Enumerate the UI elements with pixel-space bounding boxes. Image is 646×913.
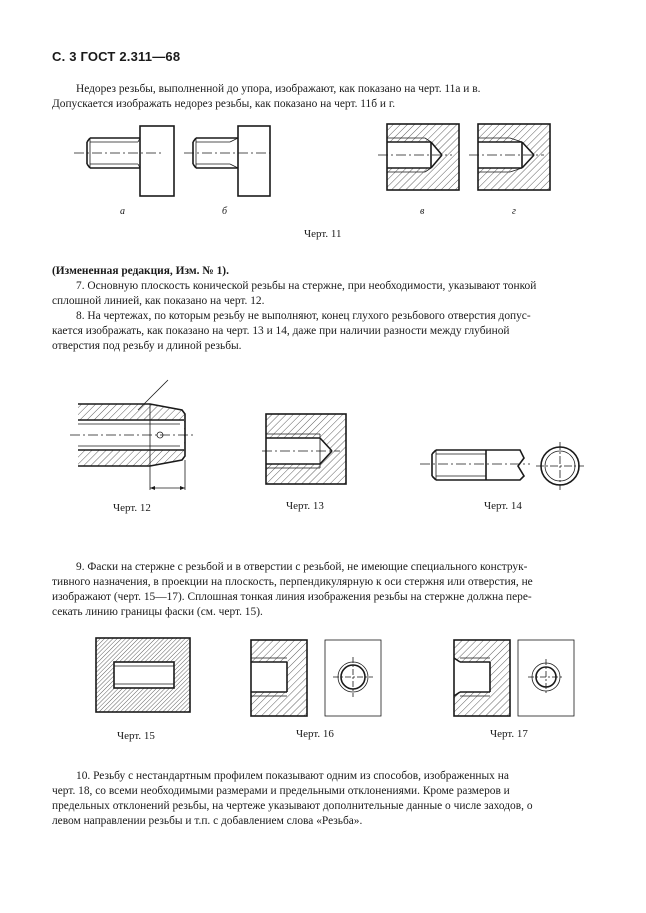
fig13-caption: Черт. 13	[286, 500, 324, 512]
figure-12	[70, 380, 200, 495]
paragraph-line: Недорез резьбы, выполненной до упора, изображают, как показано на черт. 11а и в.	[76, 83, 481, 95]
page-header: С. 3 ГОСТ 2.311—68	[52, 49, 181, 64]
figure-13	[262, 410, 352, 490]
fig11-v-hole	[378, 124, 459, 190]
paragraph-line: левом направлении резьбы и т.п. с добавлением слова «Резьба».	[52, 815, 363, 827]
edit-note	[52, 264, 592, 279]
fig11-a-stud	[74, 126, 174, 196]
figure-15	[94, 636, 194, 716]
figure-17	[450, 638, 590, 718]
paragraph-line: тивного назначения, в проекции на плоскость, перпендикулярную к оси стержня или отверстия, не	[52, 576, 533, 588]
edit-note-line: (Измененная редакция, Изм. № 1).	[52, 265, 229, 277]
paragraph-line: изображают (черт. 15—17). Сплошная тонкая линия изображения резьбы на стержне должна пере-	[52, 591, 532, 603]
paragraph-line: черт. 18, со всеми необходимыми размерами и предельными отклонениями. Кроме размеров и	[52, 785, 510, 797]
fig11-letter-b: б	[222, 206, 228, 217]
paragraph-line: 10. Резьбу с нестандартным профилем показывают одним из способов, изображенных на	[76, 770, 509, 782]
figure-16	[247, 638, 387, 718]
figure-14	[420, 436, 590, 496]
fig11-letter-g: г	[512, 206, 516, 217]
fig11-caption: Черт. 11	[304, 228, 342, 240]
paragraph-line: Допускается изображать недорез резьбы, как показано на черт. 11б и г.	[52, 98, 396, 110]
paragraph-line: предельных отклонений резьбы, на чертеже указывают дополнительные данные о числе заходов, о	[52, 800, 533, 812]
fig17-caption: Черт. 17	[490, 728, 528, 740]
paragraph-line: сплошной линией, как показано на черт. 12.	[52, 295, 265, 307]
paragraph-intro	[52, 82, 592, 112]
paragraph-9	[52, 560, 592, 620]
figure-11	[60, 118, 580, 218]
fig11-letter-a: а	[120, 206, 125, 217]
fig16-caption: Черт. 16	[296, 728, 334, 740]
paragraph-line: секать линию границы фаски (см. черт. 15).	[52, 606, 263, 618]
fig11-b-stud	[184, 126, 270, 196]
paragraph-line: 9. Фаски на стержне с резьбой и в отверстии с резьбой, не имеющие специального конструк-	[76, 561, 528, 573]
fig11-g-hole	[469, 124, 550, 190]
paragraph-line: отверстия под резьбу и длиной резьбы.	[52, 340, 242, 352]
paragraph-line: 7. Основную плоскость конической резьбы на стержне, при необходимости, указывают тонкой	[76, 280, 537, 292]
fig15-caption: Черт. 15	[117, 730, 155, 742]
paragraph-line: 8. На чертежах, по которым резьбу не выполняют, конец глухого резьбового отверстия допус-	[76, 310, 531, 322]
paragraph-8	[52, 309, 592, 354]
paragraph-line: кается изображать, как показано на черт. 13 и 14, даже при наличии разности между глубиной	[52, 325, 510, 337]
paragraph-7	[52, 279, 592, 309]
paragraph-10	[52, 769, 592, 829]
fig14-caption: Черт. 14	[484, 500, 522, 512]
fig11-letter-v: в	[420, 206, 425, 217]
fig12-caption: Черт. 12	[113, 502, 151, 514]
